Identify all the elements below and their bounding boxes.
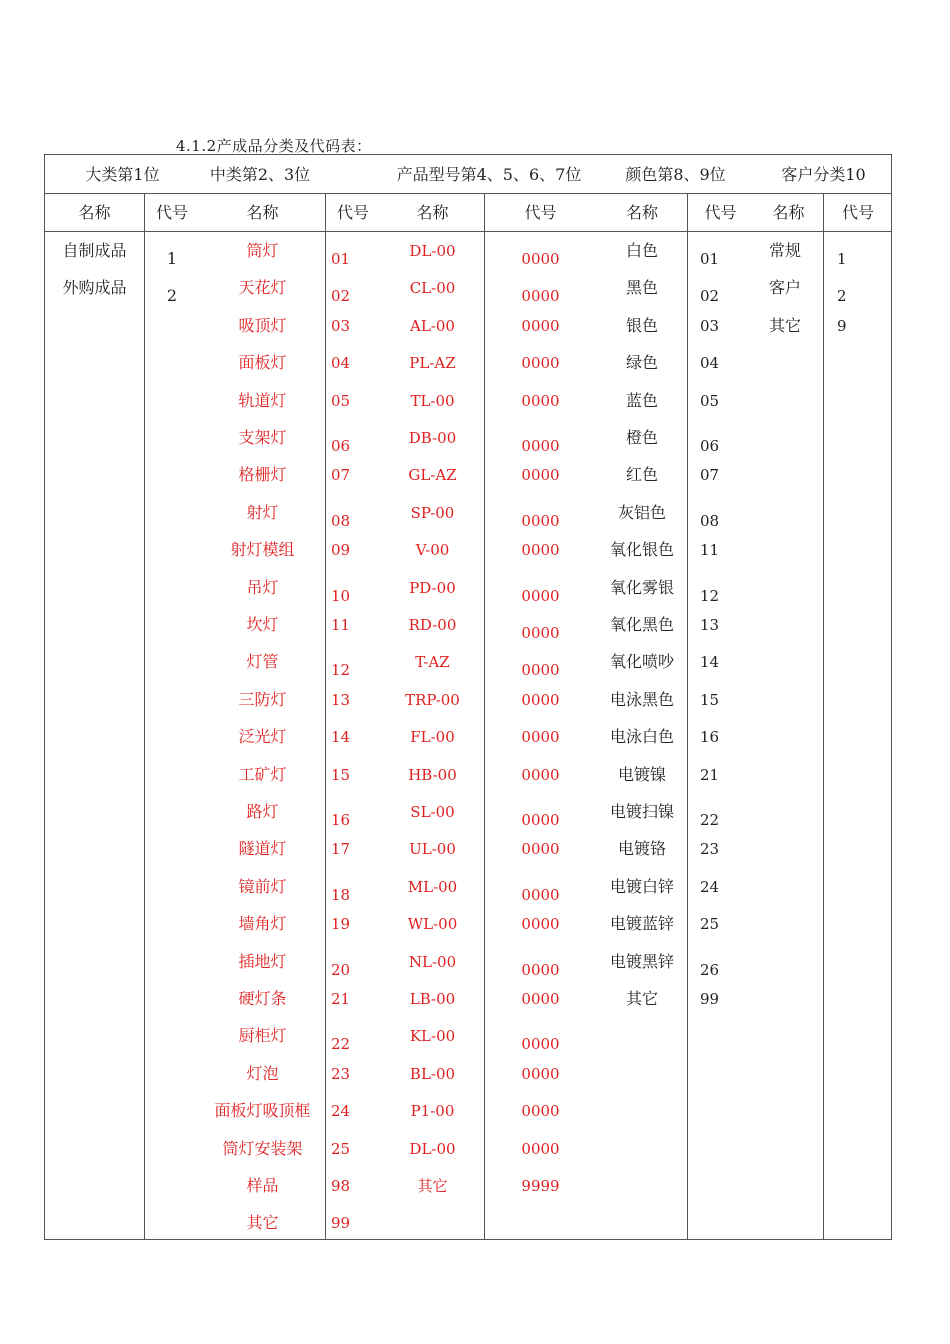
model-code: 0000 <box>521 661 560 680</box>
model-name: UL-00 <box>409 840 456 859</box>
model-code: 0000 <box>521 541 560 560</box>
mid-category-name: 插地灯 <box>238 951 287 971</box>
mid-category-name: 厨柜灯 <box>238 1026 287 1046</box>
model-name: DL-00 <box>409 1139 456 1158</box>
model-code: 0000 <box>521 354 560 373</box>
model-name: SP-00 <box>410 503 455 522</box>
model-name: NL-00 <box>408 952 457 971</box>
model-code: 0000 <box>521 391 560 410</box>
model-name: HB-00 <box>408 765 457 784</box>
model-name: T-AZ <box>415 653 450 672</box>
color-code: 16 <box>700 728 720 747</box>
color-code: 01 <box>700 250 720 268</box>
color-code: 11 <box>700 541 720 560</box>
header-model: 产品型号第4、5、6、7位 <box>396 165 582 184</box>
mid-category-name: 格栅灯 <box>238 465 287 485</box>
subheader-name: 名称 <box>772 203 805 222</box>
color-name: 电泳黑色 <box>609 689 674 709</box>
color-name: 电镀扫镍 <box>609 802 674 821</box>
mid-category-code: 08 <box>331 511 351 530</box>
model-name: FL-00 <box>410 728 455 747</box>
mid-category-code: 20 <box>331 960 351 979</box>
mid-category-name: 天花灯 <box>238 278 287 298</box>
color-name: 其它 <box>625 989 658 1008</box>
color-code: 03 <box>700 316 720 335</box>
model-code: 0000 <box>521 1102 560 1121</box>
color-code: 25 <box>700 915 720 934</box>
mid-category-code: 19 <box>331 915 351 934</box>
model-name: PD-00 <box>409 578 456 597</box>
model-name: TL-00 <box>410 391 455 410</box>
color-name: 氧化喷吵 <box>609 652 674 672</box>
column-divider <box>687 194 688 1239</box>
model-code: 0000 <box>521 811 560 829</box>
mid-category-code: 11 <box>331 616 351 634</box>
subheader-code: 代号 <box>704 203 737 222</box>
model-name: PL-AZ <box>409 354 456 373</box>
mid-category-code: 16 <box>331 811 351 829</box>
big-category-code: 2 <box>166 286 178 306</box>
mid-category-name: 射灯 <box>246 502 279 522</box>
mid-category-code: 14 <box>331 728 351 747</box>
mid-category-name: 灯泡 <box>246 1063 279 1083</box>
subheader-name: 名称 <box>246 203 279 222</box>
mid-category-name: 筒灯安装架 <box>222 1138 303 1158</box>
model-code: 0000 <box>521 511 560 530</box>
model-name: TRP-00 <box>405 690 460 709</box>
color-code: 22 <box>700 811 720 829</box>
color-code: 13 <box>700 616 720 634</box>
model-name: LB-00 <box>409 990 456 1008</box>
color-name: 银色 <box>625 315 658 335</box>
mid-category-name: 射灯模组 <box>230 540 295 560</box>
color-code: 15 <box>700 690 720 709</box>
color-code: 07 <box>700 466 720 485</box>
mid-category-code: 18 <box>331 885 351 904</box>
customer-type-code: 9 <box>837 316 847 335</box>
mid-category-code: 24 <box>331 1102 351 1121</box>
mid-category-name: 轨道灯 <box>238 390 287 410</box>
mid-category-name: 吊灯 <box>246 577 279 597</box>
color-code: 26 <box>700 960 720 979</box>
subheader-code: 代号 <box>155 203 188 222</box>
header-mid-category: 中类第2、3位 <box>209 165 311 184</box>
color-name: 灰铝色 <box>617 502 666 522</box>
color-name: 红色 <box>625 465 658 485</box>
mid-category-name: 面板灯 <box>238 353 287 373</box>
model-name: RD-00 <box>408 616 457 634</box>
subheader-name: 名称 <box>78 203 111 222</box>
model-code: 0000 <box>521 250 560 268</box>
mid-category-code: 23 <box>331 1064 351 1083</box>
color-code: 02 <box>700 287 720 306</box>
mid-category-name: 坎灯 <box>246 615 279 634</box>
color-name: 电镀铬 <box>617 839 666 859</box>
color-name: 蓝色 <box>625 390 658 410</box>
color-name: 电镀白锌 <box>609 876 674 896</box>
mid-category-code: 21 <box>331 990 351 1008</box>
model-name: WL-00 <box>407 915 458 934</box>
header-color: 颜色第8、9位 <box>625 165 726 184</box>
customer-type-name: 常规 <box>769 241 802 260</box>
mid-category-code: 03 <box>331 316 351 335</box>
model-code: 0000 <box>521 960 560 979</box>
mid-category-code: 15 <box>331 765 351 784</box>
color-code: 04 <box>700 354 720 373</box>
model-name: DL-00 <box>409 242 456 260</box>
model-name: GL-AZ <box>408 466 457 485</box>
mid-category-name: 墙角灯 <box>238 914 287 934</box>
model-code: 0000 <box>521 915 560 934</box>
mid-category-name: 灯管 <box>246 652 279 672</box>
big-category-name: 自制成品 <box>62 241 127 260</box>
mid-category-code: 06 <box>331 437 351 455</box>
subheader-name: 名称 <box>625 203 658 222</box>
mid-category-code: 01 <box>331 250 351 268</box>
color-code: 05 <box>700 391 720 410</box>
mid-category-code: 04 <box>331 354 351 373</box>
model-name: KL-00 <box>409 1027 456 1046</box>
subheader-name: 名称 <box>416 203 449 222</box>
model-name: P1-00 <box>410 1102 455 1121</box>
mid-category-code: 17 <box>331 840 351 859</box>
mid-category-code: 22 <box>331 1035 351 1054</box>
model-code: 0000 <box>521 466 560 485</box>
color-code: 08 <box>700 511 720 530</box>
big-category-name: 外购成品 <box>62 278 127 298</box>
model-code: 0000 <box>521 728 560 747</box>
model-name: AL-00 <box>410 316 455 335</box>
color-name: 电镀蓝锌 <box>609 914 674 934</box>
mid-category-code: 10 <box>331 586 351 605</box>
mid-category-code: 98 <box>331 1177 351 1195</box>
model-code: 9999 <box>521 1177 560 1195</box>
model-name: ML-00 <box>407 877 458 896</box>
model-name: 其它 <box>417 1177 448 1195</box>
customer-type-name: 客户 <box>769 278 802 298</box>
color-name: 橙色 <box>625 428 658 447</box>
model-code: 0000 <box>521 586 560 605</box>
mid-category-name: 工矿灯 <box>238 764 287 784</box>
mid-category-name: 筒灯 <box>246 241 279 260</box>
model-code: 0000 <box>521 1064 560 1083</box>
model-code: 0000 <box>521 1139 560 1158</box>
subheader-code: 代号 <box>336 203 369 222</box>
mid-category-name: 支架灯 <box>238 428 287 447</box>
mid-category-name: 隧道灯 <box>238 839 287 859</box>
model-code: 0000 <box>521 1035 560 1054</box>
product-code-table <box>44 154 892 1240</box>
mid-category-name: 泛光灯 <box>238 727 287 747</box>
model-name: BL-00 <box>409 1064 456 1083</box>
model-name: CL-00 <box>409 279 456 298</box>
mid-category-name: 硬灯条 <box>238 989 287 1008</box>
color-code: 12 <box>700 586 720 605</box>
mid-category-code: 07 <box>331 466 351 485</box>
model-code: 0000 <box>521 287 560 306</box>
mid-category-name: 样品 <box>246 1176 279 1195</box>
color-code: 21 <box>700 765 720 784</box>
mid-category-code: 09 <box>331 541 351 560</box>
table-caption: 4.1.2产成品分类及代码表： <box>176 137 372 155</box>
column-divider <box>325 194 326 1239</box>
header-big-category: 大类第1位 <box>85 165 160 184</box>
color-name: 电镀黑锌 <box>609 951 674 971</box>
subheader-code: 代号 <box>524 203 557 222</box>
model-code: 0000 <box>521 840 560 859</box>
color-code: 99 <box>700 990 720 1008</box>
mid-category-name: 吸顶灯 <box>238 315 287 335</box>
color-name: 氧化雾银 <box>609 577 674 597</box>
color-name: 氧化银色 <box>609 540 674 560</box>
color-name: 电泳白色 <box>609 727 674 747</box>
model-name: SL-00 <box>410 803 455 821</box>
mid-category-code: 13 <box>331 690 351 709</box>
mid-category-code: 02 <box>331 287 351 306</box>
color-name: 氧化黑色 <box>609 615 674 634</box>
mid-category-name: 路灯 <box>246 802 279 821</box>
color-name: 电镀镍 <box>617 764 666 784</box>
model-code: 0000 <box>521 765 560 784</box>
column-divider <box>823 194 824 1239</box>
color-name: 黑色 <box>625 278 658 298</box>
model-code: 0000 <box>521 624 560 642</box>
mid-category-name: 镜前灯 <box>238 876 287 896</box>
mid-category-code: 05 <box>331 391 351 410</box>
header-customer: 客户分类10 <box>781 165 866 184</box>
model-code: 0000 <box>521 316 560 335</box>
model-code: 0000 <box>521 885 560 904</box>
model-name: DB-00 <box>408 429 457 447</box>
mid-category-code: 99 <box>331 1214 351 1233</box>
mid-category-name: 三防灯 <box>238 689 287 709</box>
subheader-code: 代号 <box>841 203 874 222</box>
mid-category-name: 面板灯吸顶框 <box>214 1101 311 1121</box>
color-name: 白色 <box>625 241 658 260</box>
model-code: 0000 <box>521 690 560 709</box>
customer-type-name: 其它 <box>769 315 802 335</box>
color-code: 24 <box>700 877 720 896</box>
model-code: 0000 <box>521 990 560 1008</box>
column-divider <box>144 194 145 1239</box>
customer-type-code: 2 <box>837 287 847 306</box>
color-name: 绿色 <box>625 353 658 373</box>
big-category-code: 1 <box>166 249 178 268</box>
model-code: 0000 <box>521 437 560 455</box>
customer-type-code: 1 <box>837 250 847 268</box>
color-code: 23 <box>700 840 720 859</box>
color-code: 14 <box>700 653 720 672</box>
model-name: V-00 <box>415 541 450 560</box>
mid-category-code: 25 <box>331 1139 351 1158</box>
mid-category-code: 12 <box>331 661 351 680</box>
color-code: 06 <box>700 437 720 455</box>
mid-category-name: 其它 <box>246 1213 279 1233</box>
